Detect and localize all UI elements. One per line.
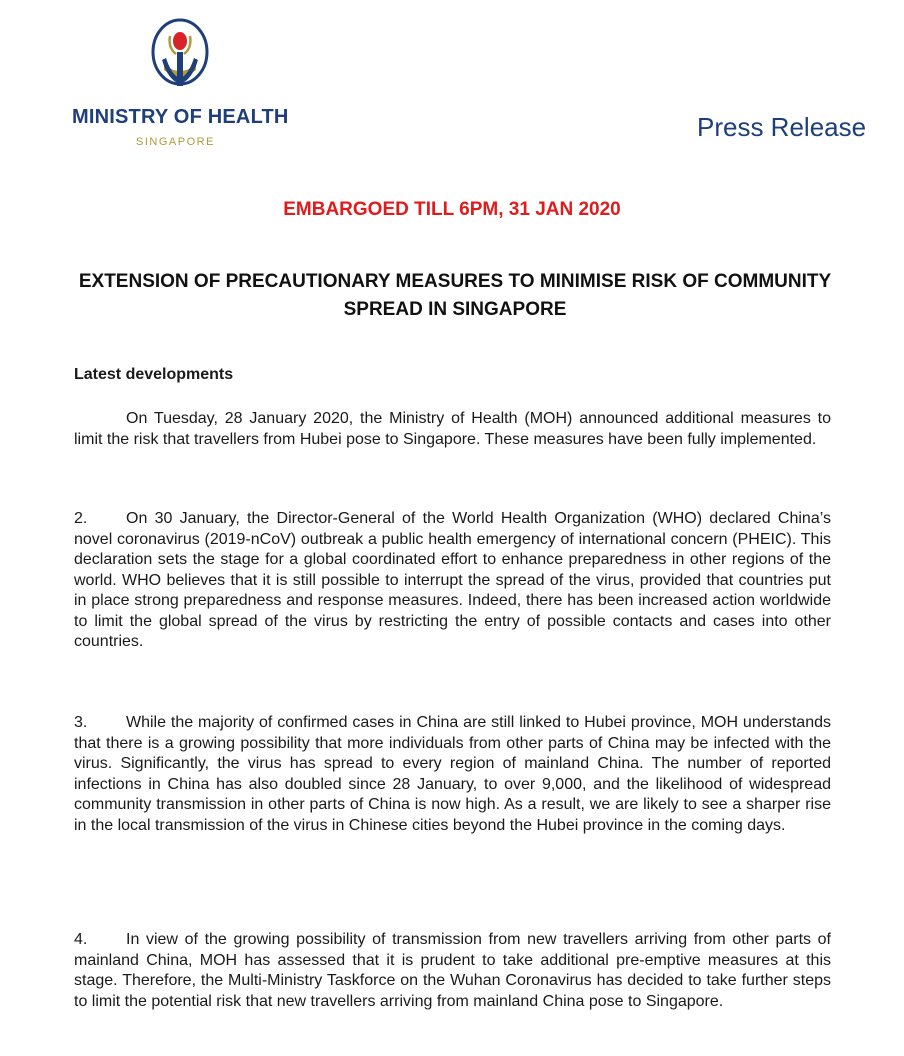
section-heading: Latest developments: [74, 366, 234, 383]
letterhead: [0, 0, 904, 170]
org-country: SINGAPORE: [136, 136, 215, 148]
paragraph-2: [74, 509, 831, 653]
paragraph-text: In view of the growing possibility of transmission from new travellers arriving from other parts of mainland China, MOH has assessed that it is prudent to take additional pre-emptive measures at this stage. Therefore, the Multi-Ministry Taskforce on the Wuhan Coronavirus has decided to take further steps to limit the potential risk that new travellers arriving from mainland China pose to Singapore.: [74, 931, 831, 1010]
paragraph-3: [74, 713, 831, 836]
paragraph-1: [74, 409, 831, 450]
paragraph-text: On 30 January, the Director-General of the World Health Organization (WHO) declared China’s novel coronavirus (2019-nCoV) outbreak a public health emergency of international concern (PHEIC). This declaration sets the stage for a global coordinated effort to enhance preparedness in other regions of the world. WHO believes that it is still possible to interrupt the spread of the virus, provided that countries put in place strong preparedness and response measures. Indeed, there has been increased action worldwide to limit the global spread of the virus by restricting the entry of possible contacts and cases into other countries.: [74, 510, 831, 650]
paragraph-number: 2.: [74, 510, 88, 527]
paragraph-number: 3.: [74, 714, 88, 731]
org-name: MINISTRY OF HEALTH: [72, 106, 289, 128]
embargo-notice: EMBARGOED TILL 6PM, 31 JAN 2020: [283, 199, 621, 220]
moh-logo: [150, 18, 210, 98]
paragraph-number: 4.: [74, 931, 88, 948]
document-type-label: Press Release: [697, 112, 867, 142]
paragraph-text: On Tuesday, 28 January 2020, the Ministry of Health (MOH) announced additional measures to limit the risk that travellers from Hubei pose to Singapore. These measures have been fully implemented.: [74, 410, 831, 448]
paragraph-4: [74, 930, 831, 1012]
page-title: EXTENSION OF PRECAUTIONARY MEASURES TO MINIMISE RISK OF COMMUNITY SPREAD IN SINGAPORE: [78, 271, 832, 320]
paragraph-text: While the majority of confirmed cases in China are still linked to Hubei province, MOH understands that there is a growing possibility that more individuals from other parts of China may be infected with the virus. Significantly, the virus has spread to every region of mainland China. The number of reported infections in China has also doubled since 28 January, to over 9,000, and the likelihood of widespread community transmission in other parts of China is now high. As a result, we are likely to see a sharper rise in the local transmission of the virus in Chinese cities beyond the Hubei province in the coming days.: [74, 714, 831, 834]
